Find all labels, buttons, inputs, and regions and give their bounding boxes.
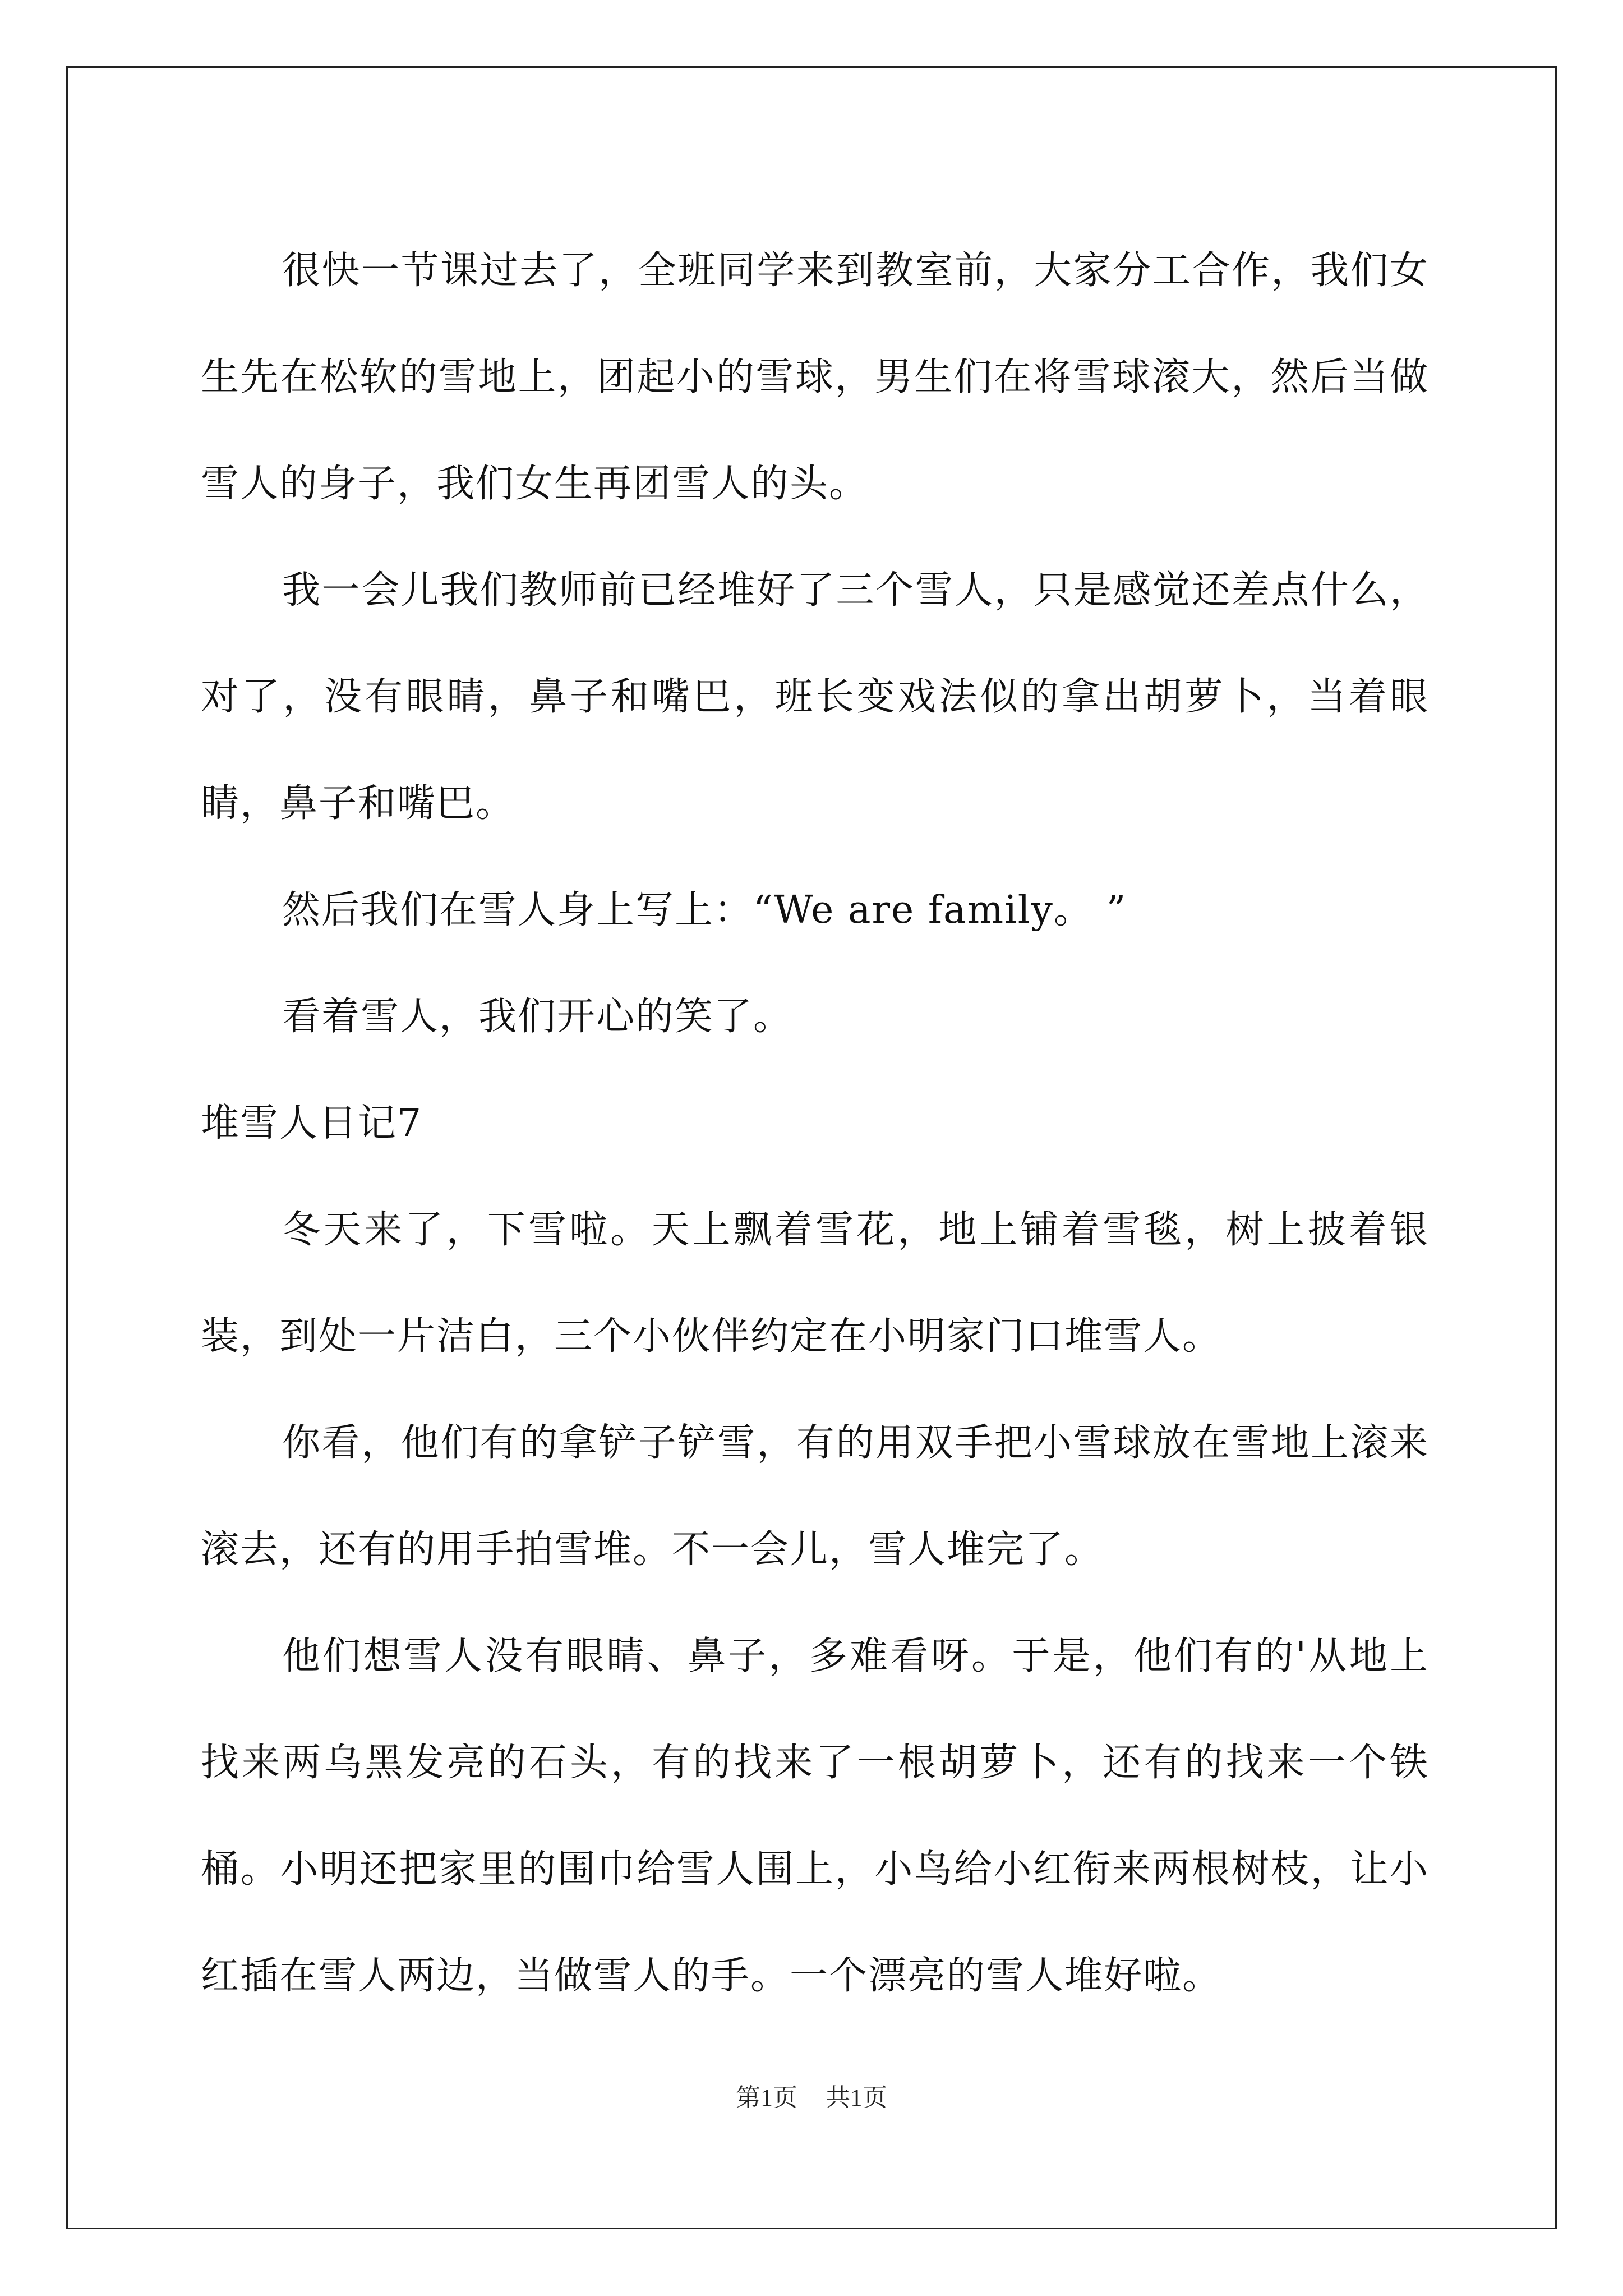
paragraph: 然后我们在雪人身上写上：“We are family。 ”	[282, 888, 1127, 932]
page-number-current: 第1页	[736, 2084, 797, 2111]
paragraph: 你看，他们有的拿铲子铲雪，有的用双手把小雪球放在雪地上滚来滚去，还有的用手拍雪堆。不一会儿，雪人堆完了。	[201, 1421, 1429, 1572]
paragraph: 我一会儿我们教师前已经堆好了三个雪人，只是感觉还差点什么，对了，没有眼睛，鼻子和嘴巴，班长变戏法似的拿出胡萝卜，当着眼睛，鼻子和嘴巴。	[201, 568, 1429, 826]
section-title: 堆雪人日记7	[201, 1101, 423, 1145]
page-number-total: 共1页	[826, 2084, 887, 2111]
document-body	[201, 218, 1429, 2030]
paragraph: 他们想雪人没有眼睛、鼻子，多难看呀。于是，他们有的'从地上找来两乌黑发亮的石头，有的找来了一根胡萝卜，还有的找来一个铁桶。小明还把家里的围巾给雪人围上，小鸟给小红衔来两根树枝，让小红插在雪人两边，当做雪人的手。一个漂亮的雪人堆好啦。	[201, 1634, 1429, 1998]
paragraph: 看着雪人，我们开心的笑了。	[282, 995, 793, 1039]
page-footer	[0, 2081, 1623, 2115]
paragraph: 很快一节课过去了，全班同学来到教室前，大家分工合作，我们女生先在松软的雪地上，团起小的雪球，男生们在将雪球滚大，然后当做雪人的身子，我们女生再团雪人的头。	[201, 249, 1429, 506]
paragraph: 冬天来了，下雪啦。天上飘着雪花，地上铺着雪毯，树上披着银装，到处一片洁白，三个小伙伴约定在小明家门口堆雪人。	[201, 1208, 1429, 1359]
